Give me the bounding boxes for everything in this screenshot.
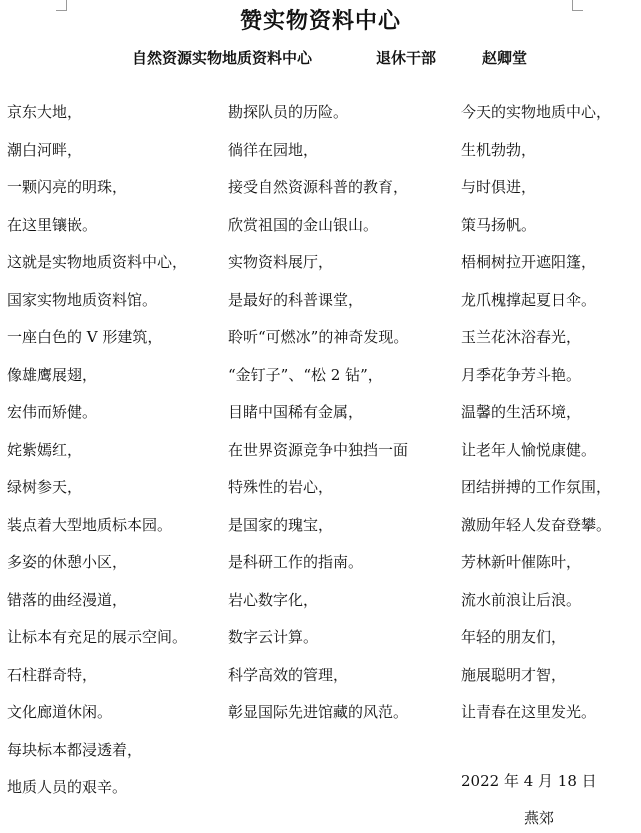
poem-line: 勘探队员的历险。 bbox=[228, 103, 349, 121]
signature-date: 2022 年 4 月 18 日 bbox=[461, 772, 597, 790]
poem-line: 生机勃勃， bbox=[461, 140, 537, 159]
poem-line: 装点着大型地质标本园。 bbox=[7, 515, 173, 534]
poem-line: 策马扬帆。 bbox=[461, 215, 537, 234]
poem-line: 科学高效的管理， bbox=[228, 665, 349, 684]
poem-line: 实物资料展厅， bbox=[228, 253, 334, 271]
poem-line: 潮白河畔， bbox=[7, 140, 83, 159]
poem-line: 年轻的朋友们， bbox=[461, 628, 567, 646]
poem-line: 在世界资源竞争中独挡一面 bbox=[228, 440, 409, 459]
poem-line: 是国家的瑰宝， bbox=[228, 515, 334, 534]
poem-line: 与时俱进， bbox=[461, 178, 537, 196]
poem-line: 特殊性的岩心， bbox=[228, 478, 334, 496]
poem-line: 姹紫嫣红， bbox=[7, 440, 83, 459]
signature-place: 燕郊 bbox=[524, 809, 555, 827]
poem-line: 今天的实物地质中心， bbox=[461, 103, 612, 121]
poem-column-3 bbox=[461, 94, 611, 732]
poem-line: 地质人员的艰辛。 bbox=[7, 778, 128, 796]
poem-line: 芳林新叶催陈叶， bbox=[461, 553, 582, 571]
poem-line: 是最好的科普课堂， bbox=[228, 290, 364, 309]
poem-line: 一颗闪亮的明珠， bbox=[7, 178, 128, 196]
poem-line: 像雄鹰展翅， bbox=[7, 365, 98, 384]
poem-line: 温馨的生活环境， bbox=[461, 403, 582, 421]
poem-line: 一座白色的 V 形建筑， bbox=[7, 328, 163, 346]
poem-line: 让老年人愉悦康健。 bbox=[461, 440, 597, 459]
poem-column-2 bbox=[228, 94, 408, 732]
poem-line: 梧桐树拉开遮阳篷， bbox=[461, 253, 597, 271]
poem-line: 京东大地， bbox=[7, 103, 83, 121]
poem-line: 这就是实物地质资料中心， bbox=[7, 253, 188, 271]
poem-line: 月季花争芳斗艳。 bbox=[461, 365, 582, 384]
poem-line: 目睹中国稀有金属， bbox=[228, 403, 364, 421]
poem-title: 赞实物资料中心 bbox=[239, 8, 401, 34]
poem-line: 彰显国际先进馆藏的风范。 bbox=[228, 703, 409, 721]
poem-line: 错落的曲经漫道， bbox=[7, 590, 128, 609]
poem-line: 玉兰花沐浴春光， bbox=[461, 328, 582, 346]
poem-line: 是科研工作的指南。 bbox=[228, 553, 364, 571]
poem-line: “金钉子”、“松 2 钻”， bbox=[228, 365, 383, 384]
poem-line: 施展聪明才智， bbox=[461, 665, 567, 684]
poem-line: 徜徉在园地， bbox=[228, 140, 319, 159]
poem-line: 国家实物地质资料馆。 bbox=[7, 290, 158, 309]
poem-line: 文化廊道休闲。 bbox=[7, 703, 113, 721]
poem-line: 宏伟而矫健。 bbox=[7, 403, 98, 421]
poem-column-1 bbox=[7, 94, 187, 807]
author-department: 退休干部 bbox=[376, 49, 437, 67]
poem-line: 接受自然资源科普的教育， bbox=[228, 178, 409, 196]
poem-line: 岩心数字化， bbox=[228, 590, 319, 609]
poem-line: 让标本有充足的展示空间。 bbox=[7, 628, 188, 646]
poem-line: 多姿的休憩小区， bbox=[7, 553, 128, 571]
author-name: 赵卿堂 bbox=[482, 49, 528, 67]
poem-line: 流水前浪让后浪。 bbox=[461, 590, 582, 609]
poem-line: 激励年轻人发奋登攀。 bbox=[461, 515, 612, 534]
poem-line: 绿树参天， bbox=[7, 478, 83, 496]
poem-line: 每块标本都浸透着， bbox=[7, 740, 143, 759]
poem-line: 团结拼搏的工作氛围， bbox=[461, 478, 612, 496]
author-organization: 自然资源实物地质资料中心 bbox=[132, 49, 313, 67]
poem-line: 龙爪槐撑起夏日伞。 bbox=[461, 290, 597, 309]
poem-line: 欣赏祖国的金山银山。 bbox=[228, 215, 379, 234]
poem-line: 石柱群奇特， bbox=[7, 665, 98, 684]
poem-line: 让青春在这里发光。 bbox=[461, 703, 597, 721]
poem-line: 聆听“可燃冰”的神奇发现。 bbox=[228, 328, 409, 346]
poem-line: 数字云计算。 bbox=[228, 628, 319, 646]
byline bbox=[0, 46, 641, 70]
poem-line: 在这里镶嵌。 bbox=[7, 215, 98, 234]
